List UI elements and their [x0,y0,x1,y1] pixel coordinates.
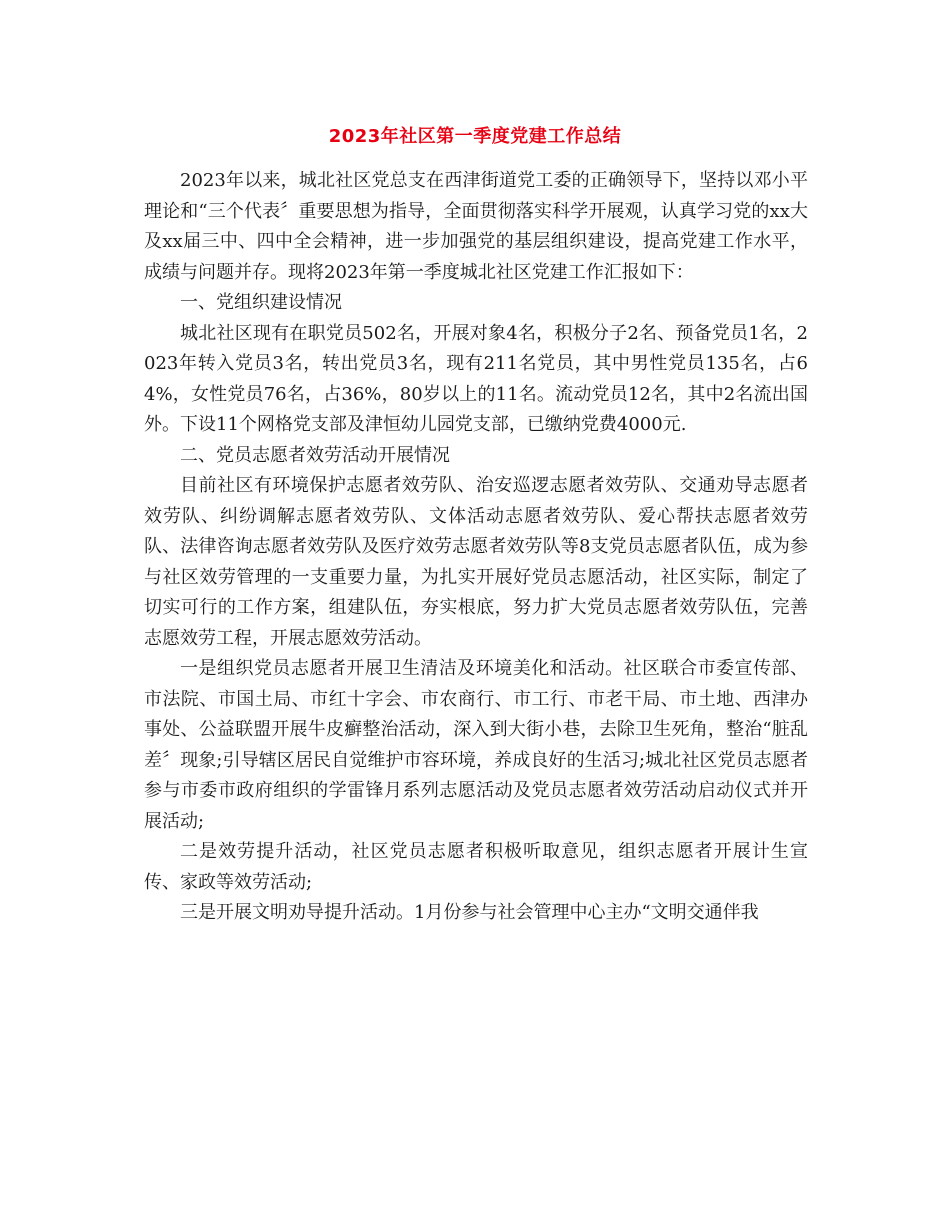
document-title: 2023年社区第一季度党建工作总结 [328,126,622,147]
paragraph-third-activity: 三是开展文明劝导提升活动。1月份参与社会管理中心主办“文明交通伴我 [180,902,759,923]
paragraph-party-members: 城北社区现有在职党员502名，开展对象4名，积极分子2名、预备党员1名，2023年转入党员3名，转出党员3名，现有211名党员，其中男性党员135名，占64%，女性党员76名，占36%，80岁以上的11名。流动党员12名，其中2名流出国外。下设11个网格党支部及津恒幼儿园党支部，已缴纳党费4000元. [144,322,808,435]
document-body [144,166,808,929]
paragraph-first-activity: 一是组织党员志愿者开展卫生清洁及环境美化和活动。社区联合市委宣传部、市法院、市国土局、市红十字会、市农商行、市工行、市老干局、市土地、西津办事处、公益联盟开展牛皮癣整治活动，深入到大街小巷，去除卫生死角，整治“脏乱差〞现象;引导辖区居民自觉维护市容环境，养成良好的生活习;城北社区党员志愿者参与市委市政府组织的学雷锋月系列志愿活动及党员志愿者效劳活动启动仪式并开展活动; [144,658,808,832]
paragraph-volunteer-teams: 目前社区有环境保护志愿者效劳队、治安巡逻志愿者效劳队、交通劝导志愿者效劳队、纠纷调解志愿者效劳队、文体活动志愿者效劳队、爱心帮扶志愿者效劳队、法律咨询志愿者效劳队及医疗效劳志愿者效劳队等8支党员志愿者队伍，成为参与社区效劳管理的一支重要力量，为扎实开展好党员志愿活动，社区实际，制定了切实可行的工作方案，组建队伍，夯实根底，努力扩大党员志愿者效劳队伍，完善志愿效劳工程，开展志愿效劳活动。 [144,475,808,649]
paragraph-second-activity: 二是效劳提升活动，社区党员志愿者积极听取意见，组织志愿者开展计生宣传、家政等效劳活动; [144,841,808,893]
paragraph-intro: 2023年以来，城北社区党总支在西津街道党工委的正确领导下，坚持以邓小平理论和“三个代表〞重要思想为指导，全面贯彻落实科学开展观，认真学习党的xx大及xx届三中、四中全会精神，进一步加强党的基层组织建设，提高党建工作水平，成绩与问题并存。现将2023年第一季度城北社区党建工作汇报如下： [144,170,808,283]
section-heading-party-organization: 一、党组织建设情况 [180,292,342,313]
section-heading-volunteer-service: 二、党员志愿者效劳活动开展情况 [180,444,450,466]
